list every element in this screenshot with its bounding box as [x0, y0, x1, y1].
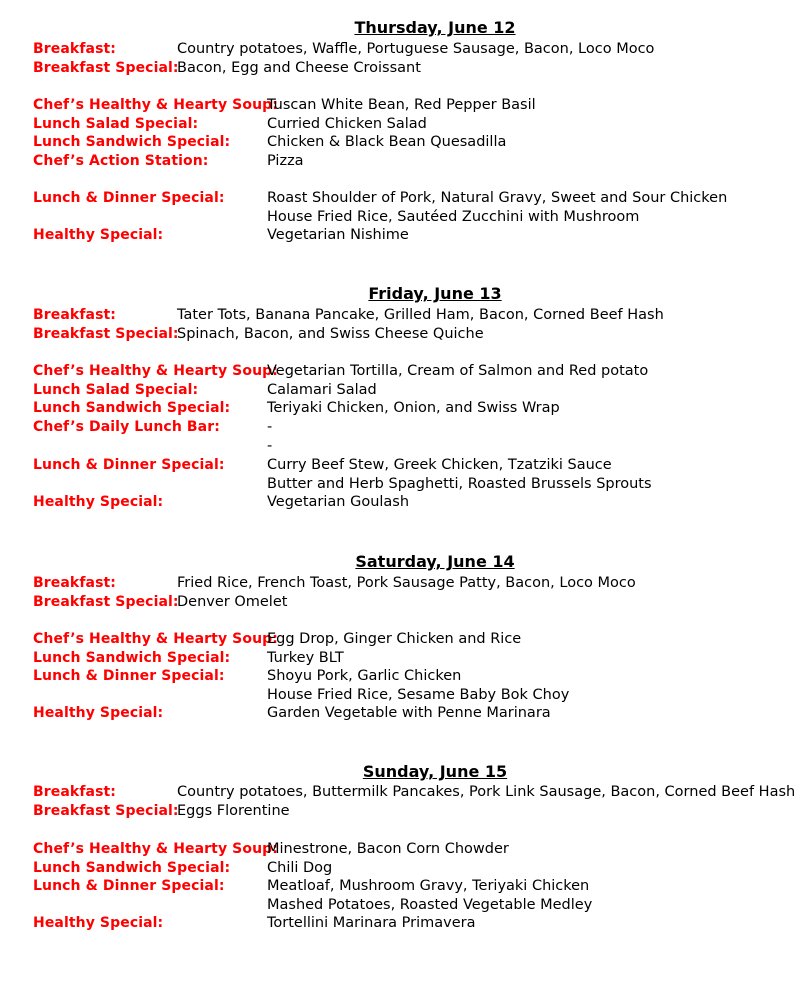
menu-item-value: Country potatoes, Buttermilk Pancakes, Pork Link Sausage, Bacon, Corned Beef Hash [177, 784, 796, 800]
menu-label: Chef’s Healthy & Hearty Soup: [33, 631, 278, 647]
menu-item-value: Egg Drop, Ginger Chicken and Rice [267, 631, 522, 647]
menu-row [0, 840, 810, 859]
menu-label: Lunch & Dinner Special: [33, 190, 225, 206]
menu-item-value: Chicken & Black Bean Quesadilla [267, 134, 507, 151]
menu-label: Breakfast Special: [33, 59, 179, 76]
menu-row [0, 574, 810, 593]
menu-item-value: Spinach, Bacon, and Swiss Cheese Quiche [177, 325, 484, 342]
menu-item-value: House Fried Rice, Sautéed Zucchini with Mushroom [267, 208, 640, 225]
menu-item-value: Tuscan White Bean, Red Pepper Basil [267, 97, 536, 113]
menu-label: Healthy Special: [33, 494, 164, 511]
menu-item-value: House Fried Rice, Sesame Baby Bok Choy [267, 686, 570, 703]
menu-item-value: - [267, 437, 273, 454]
menu-label: Breakfast Special: [33, 802, 179, 819]
menu-label: Chef’s Healthy & Hearty Soup: [33, 841, 278, 857]
menu-item-value: Garden Vegetable with Penne Marinara [267, 705, 551, 722]
menu-item-value: Country potatoes, Waffle, Portuguese Sausage, Bacon, Loco Moco [177, 41, 655, 57]
menu-row [0, 859, 810, 878]
menu-label: Breakfast Special: [33, 593, 179, 610]
day-title: Thursday, June 12 [354, 18, 516, 37]
menu-label: Healthy Special: [33, 227, 164, 244]
menu-label: Chef’s Healthy & Hearty Soup: [33, 363, 278, 379]
menu-row [0, 896, 810, 915]
menu-label: Lunch Sandwich Special: [33, 649, 231, 666]
menu-label: Lunch Sandwich Special: [33, 134, 231, 151]
menu-label: Lunch Salad Special: [33, 115, 199, 132]
menu-item-value: Minestrone, Bacon Corn Chowder [267, 841, 509, 857]
menu-label: Chef’s Action Station: [33, 153, 209, 170]
menu-row [0, 306, 810, 325]
menu-row [0, 914, 810, 933]
menu-label: Breakfast Special: [33, 325, 179, 342]
menu-item-value: Meatloaf, Mushroom Gravy, Teriyaki Chicken [267, 878, 590, 894]
menu-item-value: Denver Omelet [177, 593, 288, 610]
menu-item-value: Vegetarian Tortilla, Cream of Salmon and Red potato [267, 363, 649, 379]
menu-row [0, 152, 810, 171]
menu-row [0, 475, 810, 494]
menu-label: Chef’s Daily Lunch Bar: [33, 419, 220, 436]
menu-row [0, 96, 810, 115]
menu-item-value: Curried Chicken Salad [267, 115, 427, 132]
menu-item-value: - [267, 419, 273, 436]
day-title: Sunday, June 15 [362, 762, 508, 781]
menu-row [0, 667, 810, 686]
menu-label: Breakfast: [33, 307, 116, 323]
menu-item-value: Fried Rice, French Toast, Pork Sausage Patty, Bacon, Loco Moco [177, 575, 636, 591]
menu-item-value: Butter and Herb Spaghetti, Roasted Brussels Sprouts [267, 475, 652, 492]
menu-row [0, 686, 810, 705]
menu-row [0, 630, 810, 649]
menu-label: Lunch & Dinner Special: [33, 878, 225, 894]
menu-row [0, 437, 810, 456]
menu-item-value: Teriyaki Chicken, Onion, and Swiss Wrap [267, 400, 560, 417]
menu-item-value: Tater Tots, Banana Pancake, Grilled Ham, Bacon, Corned Beef Hash [177, 307, 664, 323]
menu-row [0, 802, 810, 821]
menu-item-value: Calamari Salad [267, 381, 377, 398]
menu-label: Lunch & Dinner Special: [33, 457, 225, 473]
menu-item-value: Curry Beef Stew, Greek Chicken, Tzatziki Sauce [267, 457, 612, 473]
menu-row [0, 325, 810, 344]
menu-item-value: Pizza [267, 153, 304, 170]
menu-label: Lunch Salad Special: [33, 381, 199, 398]
menu-label: Chef’s Healthy & Hearty Soup: [33, 97, 278, 113]
menu-item-value: Shoyu Pork, Garlic Chicken [267, 668, 462, 684]
menu-label: Breakfast: [33, 784, 116, 800]
menu-row [0, 40, 810, 59]
menu-row [0, 704, 810, 723]
menu-row [0, 456, 810, 475]
menu-item-value: Bacon, Egg and Cheese Croissant [177, 59, 421, 76]
menu-label: Healthy Special: [33, 915, 164, 932]
menu-label: Breakfast: [33, 575, 116, 591]
menu-item-value: Mashed Potatoes, Roasted Vegetable Medley [267, 896, 593, 913]
menu-row [0, 381, 810, 400]
menu-row [0, 493, 810, 512]
menu-row [0, 59, 810, 78]
menu-item-value: Tortellini Marinara Primavera [267, 915, 476, 932]
menu-item-value: Vegetarian Nishime [267, 227, 409, 244]
menu-label: Breakfast: [33, 41, 116, 57]
menu-row [0, 208, 810, 227]
menu-item-value: Roast Shoulder of Pork, Natural Gravy, Sweet and Sour Chicken [267, 190, 728, 206]
menu-row [0, 133, 810, 152]
day-title: Friday, June 13 [368, 284, 502, 303]
menu-row [0, 399, 810, 418]
menu-row [0, 783, 810, 802]
menu-item-value: Vegetarian Goulash [267, 494, 410, 511]
menu-label: Lunch Sandwich Special: [33, 400, 231, 417]
menu-row [0, 418, 810, 437]
menu-item-value: Chili Dog [267, 859, 333, 876]
menu-label: Lunch Sandwich Special: [33, 859, 231, 876]
menu-item-value: Turkey BLT [267, 649, 344, 666]
menu-row [0, 226, 810, 245]
menu-row [0, 362, 810, 381]
menu-label: Healthy Special: [33, 705, 164, 722]
menu-item-value: Eggs Florentine [177, 802, 290, 819]
menu-row [0, 649, 810, 668]
menu-label: Lunch & Dinner Special: [33, 668, 225, 684]
menu-row [0, 877, 810, 896]
menu-row [0, 115, 810, 134]
menu-row [0, 189, 810, 208]
menu-row [0, 593, 810, 612]
day-title: Saturday, June 14 [355, 552, 515, 571]
